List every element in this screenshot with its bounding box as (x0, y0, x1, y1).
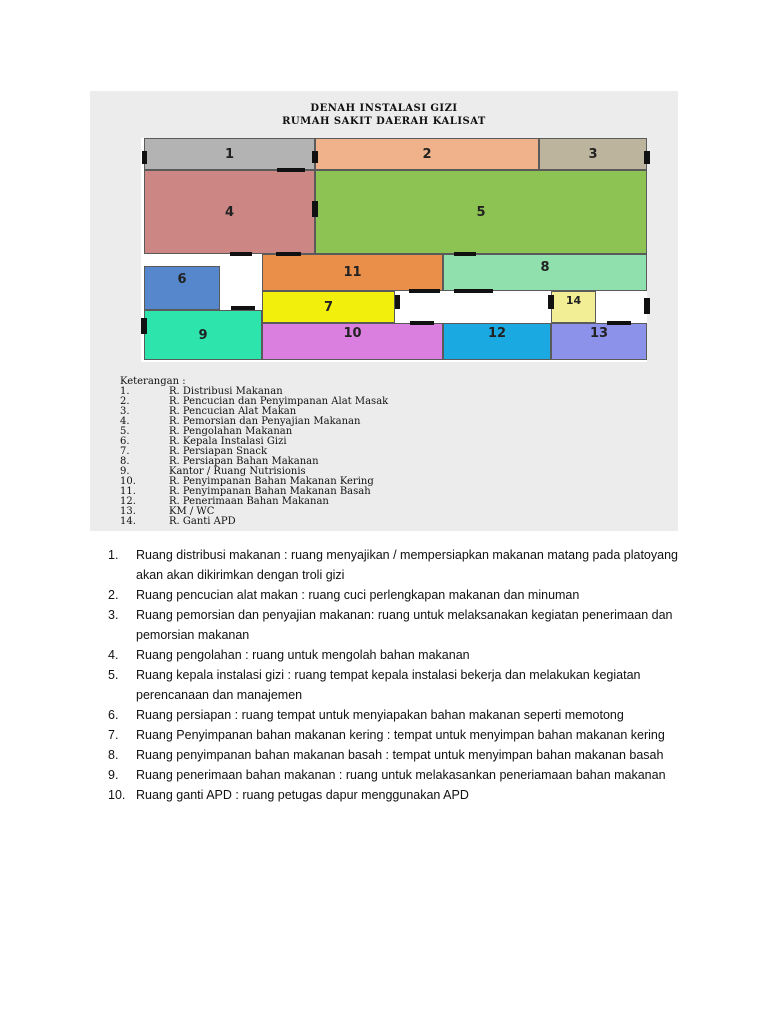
list-item-text: Ruang pencucian alat makan : ruang cuci perlengkapan makanan dan minuman (136, 588, 580, 602)
legend-item-number: 9. (120, 466, 130, 477)
legend-item (120, 516, 236, 527)
door-marker (454, 252, 476, 256)
legend-item-text: Kantor / Ruang Nutrisionis (169, 466, 306, 477)
door-marker (142, 151, 147, 164)
legend-item-text: R. Penerimaan Bahan Makanan (169, 496, 329, 507)
legend-item-text: R. Pencucian dan Penyimpanan Alat Masak (169, 396, 389, 407)
legend-item-number: 1. (120, 386, 130, 397)
room-5: 5 (315, 170, 647, 254)
door-marker (312, 201, 318, 217)
floor-plan-figure (90, 91, 678, 531)
legend-item-number: 13. (120, 506, 136, 517)
legend-item-number: 12. (120, 496, 136, 507)
figure-subtitle: RUMAH SAKIT DAERAH KALISAT (282, 116, 486, 127)
list-item-number: 2. (108, 588, 119, 602)
legend-items (120, 386, 389, 527)
list-item (108, 725, 688, 745)
list-item-number: 8. (108, 748, 119, 762)
room-6: 6 (144, 266, 220, 310)
door-marker (409, 289, 440, 293)
legend-item-text: R. Distribusi Makanan (169, 386, 283, 397)
list-item (108, 785, 688, 805)
legend-item-text: KM / WC (169, 506, 215, 517)
door-marker (395, 295, 400, 309)
list-item (108, 585, 688, 605)
room-12: 12 (443, 323, 551, 360)
legend-item-number: 4. (120, 416, 130, 427)
door-marker (644, 151, 650, 164)
room-7: 7 (262, 291, 395, 323)
list-item-text: Ruang kepala instalasi gizi : ruang tempat kepala instalasi bekerja dan melakukan kegiatan perencanaan dan manajemen (136, 668, 641, 702)
legend-item-number: 7. (120, 446, 130, 457)
legend (120, 376, 389, 527)
door-marker (141, 318, 147, 334)
legend-item-number: 2. (120, 396, 130, 407)
legend-item-text: R. Pengolahan Makanan (169, 426, 293, 437)
room-14: 14 (551, 291, 596, 323)
figure-title: DENAH INSTALASI GIZI (310, 103, 458, 114)
room-8: 8 (443, 254, 647, 291)
list-item-text: Ruang distribusi makanan : ruang menyajikan / mempersiapkan makanan matang pada platoyang akan akan dikirimkan dengan troli gizi (136, 548, 678, 582)
list-item (108, 705, 688, 725)
legend-item-text: R. Persiapan Snack (169, 446, 268, 457)
list-item-text: Ruang penyimpanan bahan makanan basah : tempat untuk menyimpan bahan makanan basah (136, 748, 664, 762)
list-item-text: Ruang pengolahan : ruang untuk mengolah bahan makanan (136, 648, 470, 662)
legend-item-text: R. Kepala Instalasi Gizi (169, 436, 287, 447)
room-10: 10 (262, 323, 443, 360)
list-item-text: Ruang Penyimpanan bahan makanan kering : tempat untuk menyimpan bahan makanan kering (136, 728, 665, 742)
legend-heading: Keterangan : (120, 376, 186, 387)
legend-item-number: 11. (120, 486, 136, 497)
list-item-number: 4. (108, 648, 119, 662)
list-item-text: Ruang penerimaan bahan makanan : ruang untuk melakasankan peneriamaan bahan makanan (136, 768, 666, 782)
door-marker (231, 306, 255, 310)
list-item-number: 7. (108, 728, 119, 742)
room-3: 3 (539, 138, 647, 170)
door-marker (607, 321, 631, 325)
list-item-number: 9. (108, 768, 119, 782)
room-11: 11 (262, 254, 443, 291)
legend-item-text: R. Penyimpanan Bahan Makanan Basah (169, 486, 371, 497)
list-item-number: 5. (108, 668, 119, 682)
list-item (108, 745, 688, 765)
door-marker (230, 252, 252, 256)
door-marker (454, 289, 493, 293)
legend-item-text: R. Penyimpanan Bahan Makanan Kering (169, 476, 374, 487)
list-item-number: 10. (108, 788, 126, 802)
room-13: 13 (551, 323, 647, 360)
legend-item-number: 8. (120, 456, 130, 467)
door-marker (277, 168, 305, 172)
room-9: 9 (144, 310, 262, 360)
legend-item-number: 5. (120, 426, 130, 437)
legend-item-text: R. Pemorsian dan Penyajian Makanan (169, 416, 361, 427)
legend-item-number: 3. (120, 406, 130, 417)
room-1: 1 (144, 138, 315, 170)
list-item-number: 6. (108, 708, 119, 722)
list-item (108, 605, 688, 645)
door-marker (276, 252, 301, 256)
list-item-text: Ruang pemorsian dan penyajian makanan: ruang untuk melaksanakan kegiatan penerimaan dan pemorsian makanan (136, 608, 673, 642)
legend-item-text: R. Ganti APD (169, 516, 236, 527)
legend-item-text: R. Pencucian Alat Makan (169, 406, 297, 417)
door-marker (312, 151, 318, 163)
door-marker (548, 295, 554, 309)
room-2: 2 (315, 138, 539, 170)
room-description-list (108, 545, 688, 805)
list-item (108, 765, 688, 785)
door-marker (644, 298, 650, 314)
list-item-text: Ruang ganti APD : ruang petugas dapur menggunakan APD (136, 788, 469, 802)
list-item (108, 645, 688, 665)
legend-item-number: 10. (120, 476, 136, 487)
list-item (108, 665, 688, 705)
door-marker (410, 321, 434, 325)
list-item-number: 1. (108, 548, 119, 562)
legend-item-number: 6. (120, 436, 130, 447)
list-item (108, 545, 688, 585)
legend-item-text: R. Persiapan Bahan Makanan (169, 456, 319, 467)
room-4: 4 (144, 170, 315, 254)
legend-item-number: 14. (120, 516, 136, 527)
list-item-number: 3. (108, 608, 119, 622)
floor-plan (141, 138, 647, 362)
list-item-text: Ruang persiapan : ruang tempat untuk menyiapakan bahan makanan seperti memotong (136, 708, 624, 722)
